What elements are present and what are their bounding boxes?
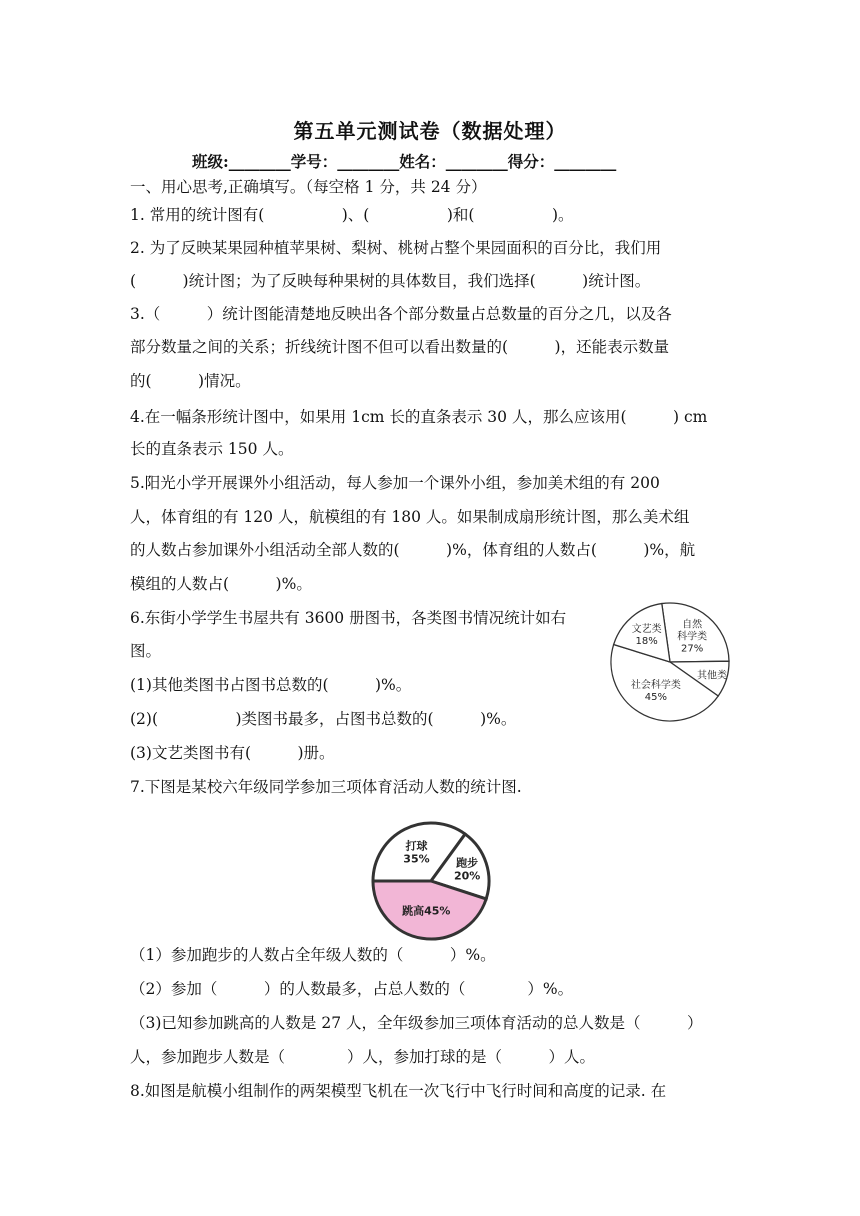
pie-label-文艺类-0: 文艺类 [631, 623, 662, 635]
pie-label-社会科学类-1: 45% [644, 692, 667, 704]
question-4-line-1: 4.在一幅条形统计图中，如果用 1cm 长的直条表示 30 人，那么应该用( ) cm [130, 408, 708, 426]
question-3-line-3: 的( )情况。 [130, 372, 251, 390]
question-5-line-2: 人，体育组的有 120 人，航模组的有 180 人。如果制成扇形统计图，那么美术组 [130, 508, 690, 526]
pie-label-打球-0: 打球 [405, 839, 428, 853]
pie-label-文艺类-1: 18% [635, 635, 658, 647]
question-5-line-4: 模组的人数占( )%。 [130, 575, 312, 593]
question-7-part-3-line-1: （3)已知参加跳高的人数是 27 人，全年级参加三项体育活动的总人数是（ ） [130, 1014, 703, 1032]
pie-label-跑步-1: 20% [453, 869, 481, 883]
pie-label-打球-1: 35% [403, 852, 430, 866]
question-3-line-2: 部分数量之间的关系；折线统计图不但可以看出数量的( )，还能表示数量 [130, 338, 670, 356]
question-6-part-1: (1)其他类图书占图书总数的( )%。 [130, 676, 412, 694]
question-2-line-1: 2. 为了反映某果园种植苹果树、梨树、桃树占整个果园面积的百分比，我们用 [130, 239, 662, 257]
pie-label-跳高-0: 跳高45% [402, 904, 451, 918]
book-category-pie-chart [604, 600, 740, 724]
pie-label-社会科学类-0: 社会科学类 [630, 680, 681, 692]
question-7-part-1: （1）参加跑步的人数占全年级人数的（ ）%。 [130, 946, 496, 964]
question-2-line-2: ( )统计图；为了反映每种果树的具体数目，我们选择( )统计图。 [130, 272, 651, 290]
question-7-intro: 7.下图是某校六年级同学参加三项体育活动人数的统计图. [130, 778, 522, 796]
pie-label-自然科学类-1: 科学类 [677, 631, 708, 643]
question-3-line-1: 3.（ ）统计图能清楚地反映出各个部分数量占总数量的百分之几，以及各 [130, 305, 672, 323]
pie-label-跑步-0: 跑步 [456, 856, 479, 870]
question-5-line-3: 的人数占参加课外小组活动全部人数的( )%，体育组的人数占( )%，航 [130, 541, 696, 559]
question-4-line-2: 长的直条表示 150 人。 [130, 440, 294, 458]
student-info-line: 班级:________学号：________姓名：________得分：________ [192, 152, 617, 171]
pie-label-其他类-0: 其他类 [697, 670, 728, 682]
pie-label-自然科学类-2: 27% [681, 643, 704, 655]
question-6-part-3: (3)文艺类图书有( )册。 [130, 744, 335, 762]
question-6-line-1: 6.东街小学学生书屋共有 3600 册图书，各类图书情况统计如右 [130, 609, 567, 627]
pie-label-自然科学类-0: 自然 [682, 619, 703, 631]
page-title: 第五单元测试卷（数据处理） [293, 119, 567, 143]
question-7-part-3-line-2: 人，参加跑步人数是（ ）人，参加打球的是（ ）人。 [130, 1048, 596, 1066]
sports-activity-pie-chart [366, 820, 496, 942]
section-heading: 一、用心思考,正确填写。（每空格 1 分，共 24 分） [130, 178, 487, 196]
question-1: 1. 常用的统计图有( )、( )和( )。 [130, 206, 574, 224]
question-6-line-2: 图。 [130, 642, 162, 660]
question-6-part-2: (2)( )类图书最多，占图书总数的( )%。 [130, 710, 517, 728]
question-8-line-1: 8.如图是航模小组制作的两架模型飞机在一次飞行中飞行时间和高度的记录. 在 [130, 1082, 667, 1100]
question-5-line-1: 5.阳光小学开展课外小组活动，每人参加一个课外小组，参加美术组的有 200 [130, 474, 660, 492]
question-7-part-2: （2）参加（ ）的人数最多，占总人数的（ ）%。 [130, 980, 574, 998]
